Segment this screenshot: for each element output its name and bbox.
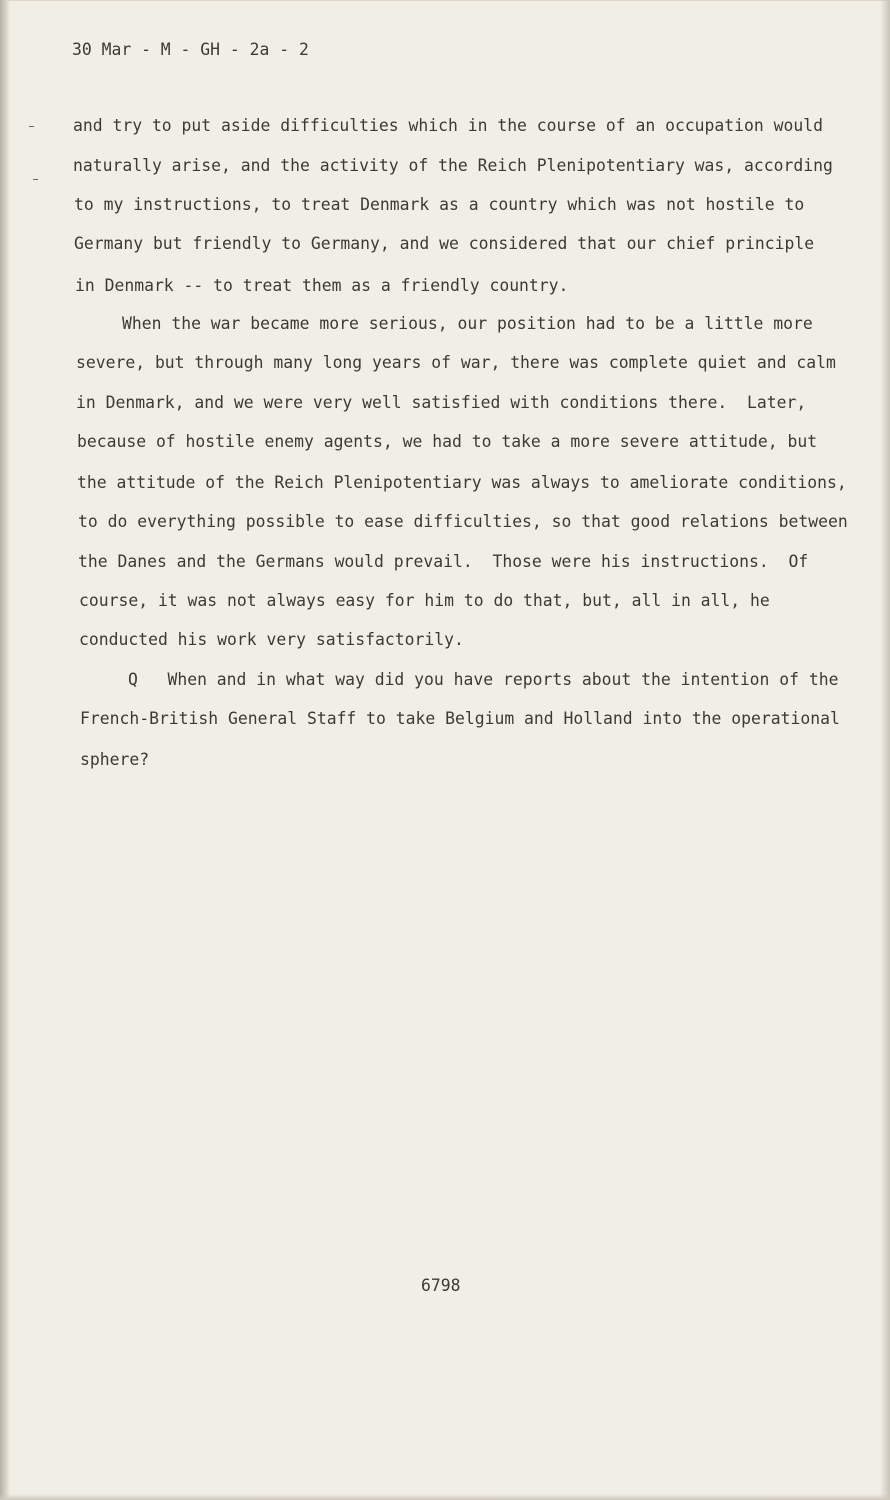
body-line: in Denmark, and we were very well satisfied with conditions there. Later, [76, 393, 807, 412]
question-line: sphere? [80, 750, 150, 769]
page-number: 6798 [421, 1276, 461, 1295]
margin-tick-mark [33, 179, 38, 180]
page-header: 30 Mar - M - GH - 2a - 2 [72, 40, 309, 59]
body-line: severe, but through many long years of war, there was complete quiet and calm [76, 353, 836, 372]
body-line: and try to put aside difficulties which in the course of an occupation would [73, 116, 823, 135]
body-line: Germany but friendly to Germany, and we considered that our chief principle [74, 234, 815, 253]
page-bottom-edge-shadow [0, 1494, 890, 1500]
body-line: because of hostile enemy agents, we had to take a more severe attitude, but [77, 432, 818, 451]
body-line: the attitude of the Reich Plenipotentiary was always to ameliorate conditions, [77, 473, 847, 492]
body-line: naturally arise, and the activity of the Reich Plenipotentiary was, according [73, 156, 833, 175]
body-line: conducted his work very satisfactorily. [79, 630, 464, 649]
question-line: Q When and in what way did you have reports about the intention of the [128, 670, 839, 689]
body-line: the Danes and the Germans would prevail. Those were his instructions. Of [78, 552, 809, 571]
question-line: French-British General Staff to take Belgium and Holland into the operational [80, 709, 840, 728]
body-line: to do everything possible to ease difficulties, so that good relations between [78, 512, 848, 531]
body-line: When the war became more serious, our position had to be a little more [122, 314, 813, 333]
body-line: to my instructions, to treat Denmark as a country which was not hostile to [74, 195, 805, 214]
body-line: in Denmark -- to treat them as a friendly country. [75, 276, 569, 295]
margin-tick-mark [29, 126, 34, 127]
page-right-edge-shadow [880, 0, 890, 1500]
page-left-edge-shadow [0, 0, 10, 1500]
body-line: course, it was not always easy for him to do that, but, all in all, he [79, 591, 770, 610]
